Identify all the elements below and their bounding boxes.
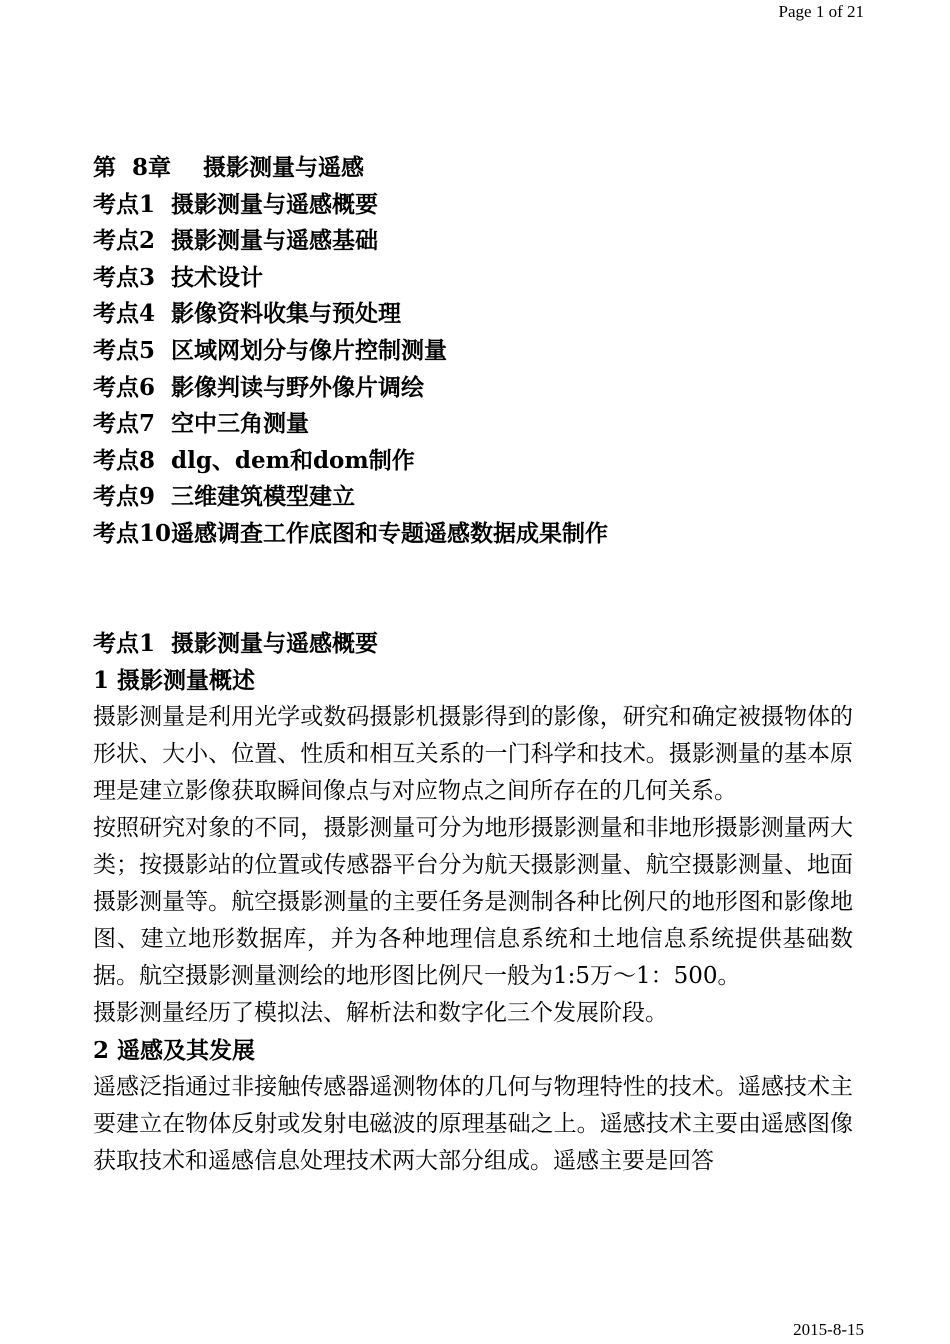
toc-item-number: 考点4 [93, 300, 156, 328]
toc-item-number: 考点7 [93, 410, 156, 438]
chapter-title: 第 8章 摄影测量与遥感 [93, 154, 365, 181]
subsection-title: 遥感及其发展 [117, 1036, 255, 1064]
toc-item [93, 296, 853, 333]
subsection-number: 2 [93, 1036, 110, 1064]
section [93, 625, 853, 1180]
toc-item-title: 区域网划分与像片控制测量 [171, 336, 447, 364]
toc-item-number: 考点1 [93, 190, 156, 218]
toc-item [93, 406, 853, 443]
subsection-title: 摄影测量概述 [117, 666, 255, 694]
toc-item-number: 考点9 [93, 483, 156, 511]
toc-item-number: 考点2 [93, 227, 156, 255]
paragraph: 摄影测量是利用光学或数码摄影机摄影得到的影像，研究和确定被摄物体的形状、大小、位置、性质和相互关系的一门科学和技术。摄影测量的基本原理是建立影像获取瞬间像点与对应物点之间所存在的几何关系。 [93, 703, 853, 804]
toc-item-title: 摄影测量与遥感概要 [171, 190, 378, 218]
toc-item-title: 摄影测量与遥感基础 [171, 227, 378, 255]
subsection-heading [93, 1032, 853, 1069]
table-of-contents [93, 150, 853, 553]
toc-item [93, 260, 853, 297]
toc-item-number: 考点10 [93, 519, 172, 547]
subsection-number: 1 [93, 666, 110, 694]
paragraph: 按照研究对象的不同，摄影测量可分为地形摄影测量和非地形摄影测量两大类；按摄影站的位置或传感器平台分为航天摄影测量、航空摄影测量、地面摄影测量等。航空摄影测量的主要任务是测制各种比例尺的地形图和影像地图、建立地形数据库，并为各种地理信息系统和土地信息系统提供基础数据。航空摄影测量测绘的地形图比例尺一般为1:5万～1：500。 [93, 814, 853, 989]
section-title: 摄影测量与遥感概要 [171, 629, 378, 657]
toc-item-title: 技术设计 [171, 263, 263, 291]
subsection-heading [93, 662, 853, 699]
toc-item-title: 空中三角测量 [171, 410, 309, 438]
toc-item [93, 443, 853, 480]
toc-item-title: 影像判读与野外像片调绘 [171, 373, 424, 401]
toc-item-number: 考点5 [93, 336, 156, 364]
toc-item [93, 479, 853, 516]
toc-item-number: 考点6 [93, 373, 156, 401]
toc-item-title: 三维建筑模型建立 [171, 483, 355, 511]
toc-item [93, 223, 853, 260]
toc-item-number: 考点3 [93, 263, 156, 291]
footer-date: 2015-8-15 [793, 1320, 864, 1339]
toc-list [93, 187, 853, 553]
paragraph: 遥感泛指通过非接触传感器遥测物体的几何与物理特性的技术。遥感技术主要建立在物体反射或发射电磁波的原理基础之上。遥感技术主要由遥感图像获取技术和遥感信息处理技术两大部分组成。遥感主要是回答 [93, 1073, 853, 1174]
toc-item [93, 370, 853, 407]
toc-item-number: 考点8 [93, 446, 156, 474]
page-number: Page 1 of 21 [778, 2, 864, 21]
section-heading [93, 625, 853, 662]
paragraph: 摄影测量经历了模拟法、解析法和数字化三个发展阶段。 [93, 999, 668, 1026]
toc-item [93, 187, 853, 224]
section-spacer [93, 553, 853, 625]
document-body [93, 150, 853, 1180]
toc-item [93, 333, 853, 370]
toc-item [93, 516, 853, 553]
toc-item-title: 遥感调查工作底图和专题遥感数据成果制作 [171, 519, 609, 547]
toc-item-title: dlg、dem和dom制作 [171, 446, 415, 474]
section-number: 考点1 [93, 629, 156, 657]
toc-item-title: 影像资料收集与预处理 [171, 300, 401, 328]
